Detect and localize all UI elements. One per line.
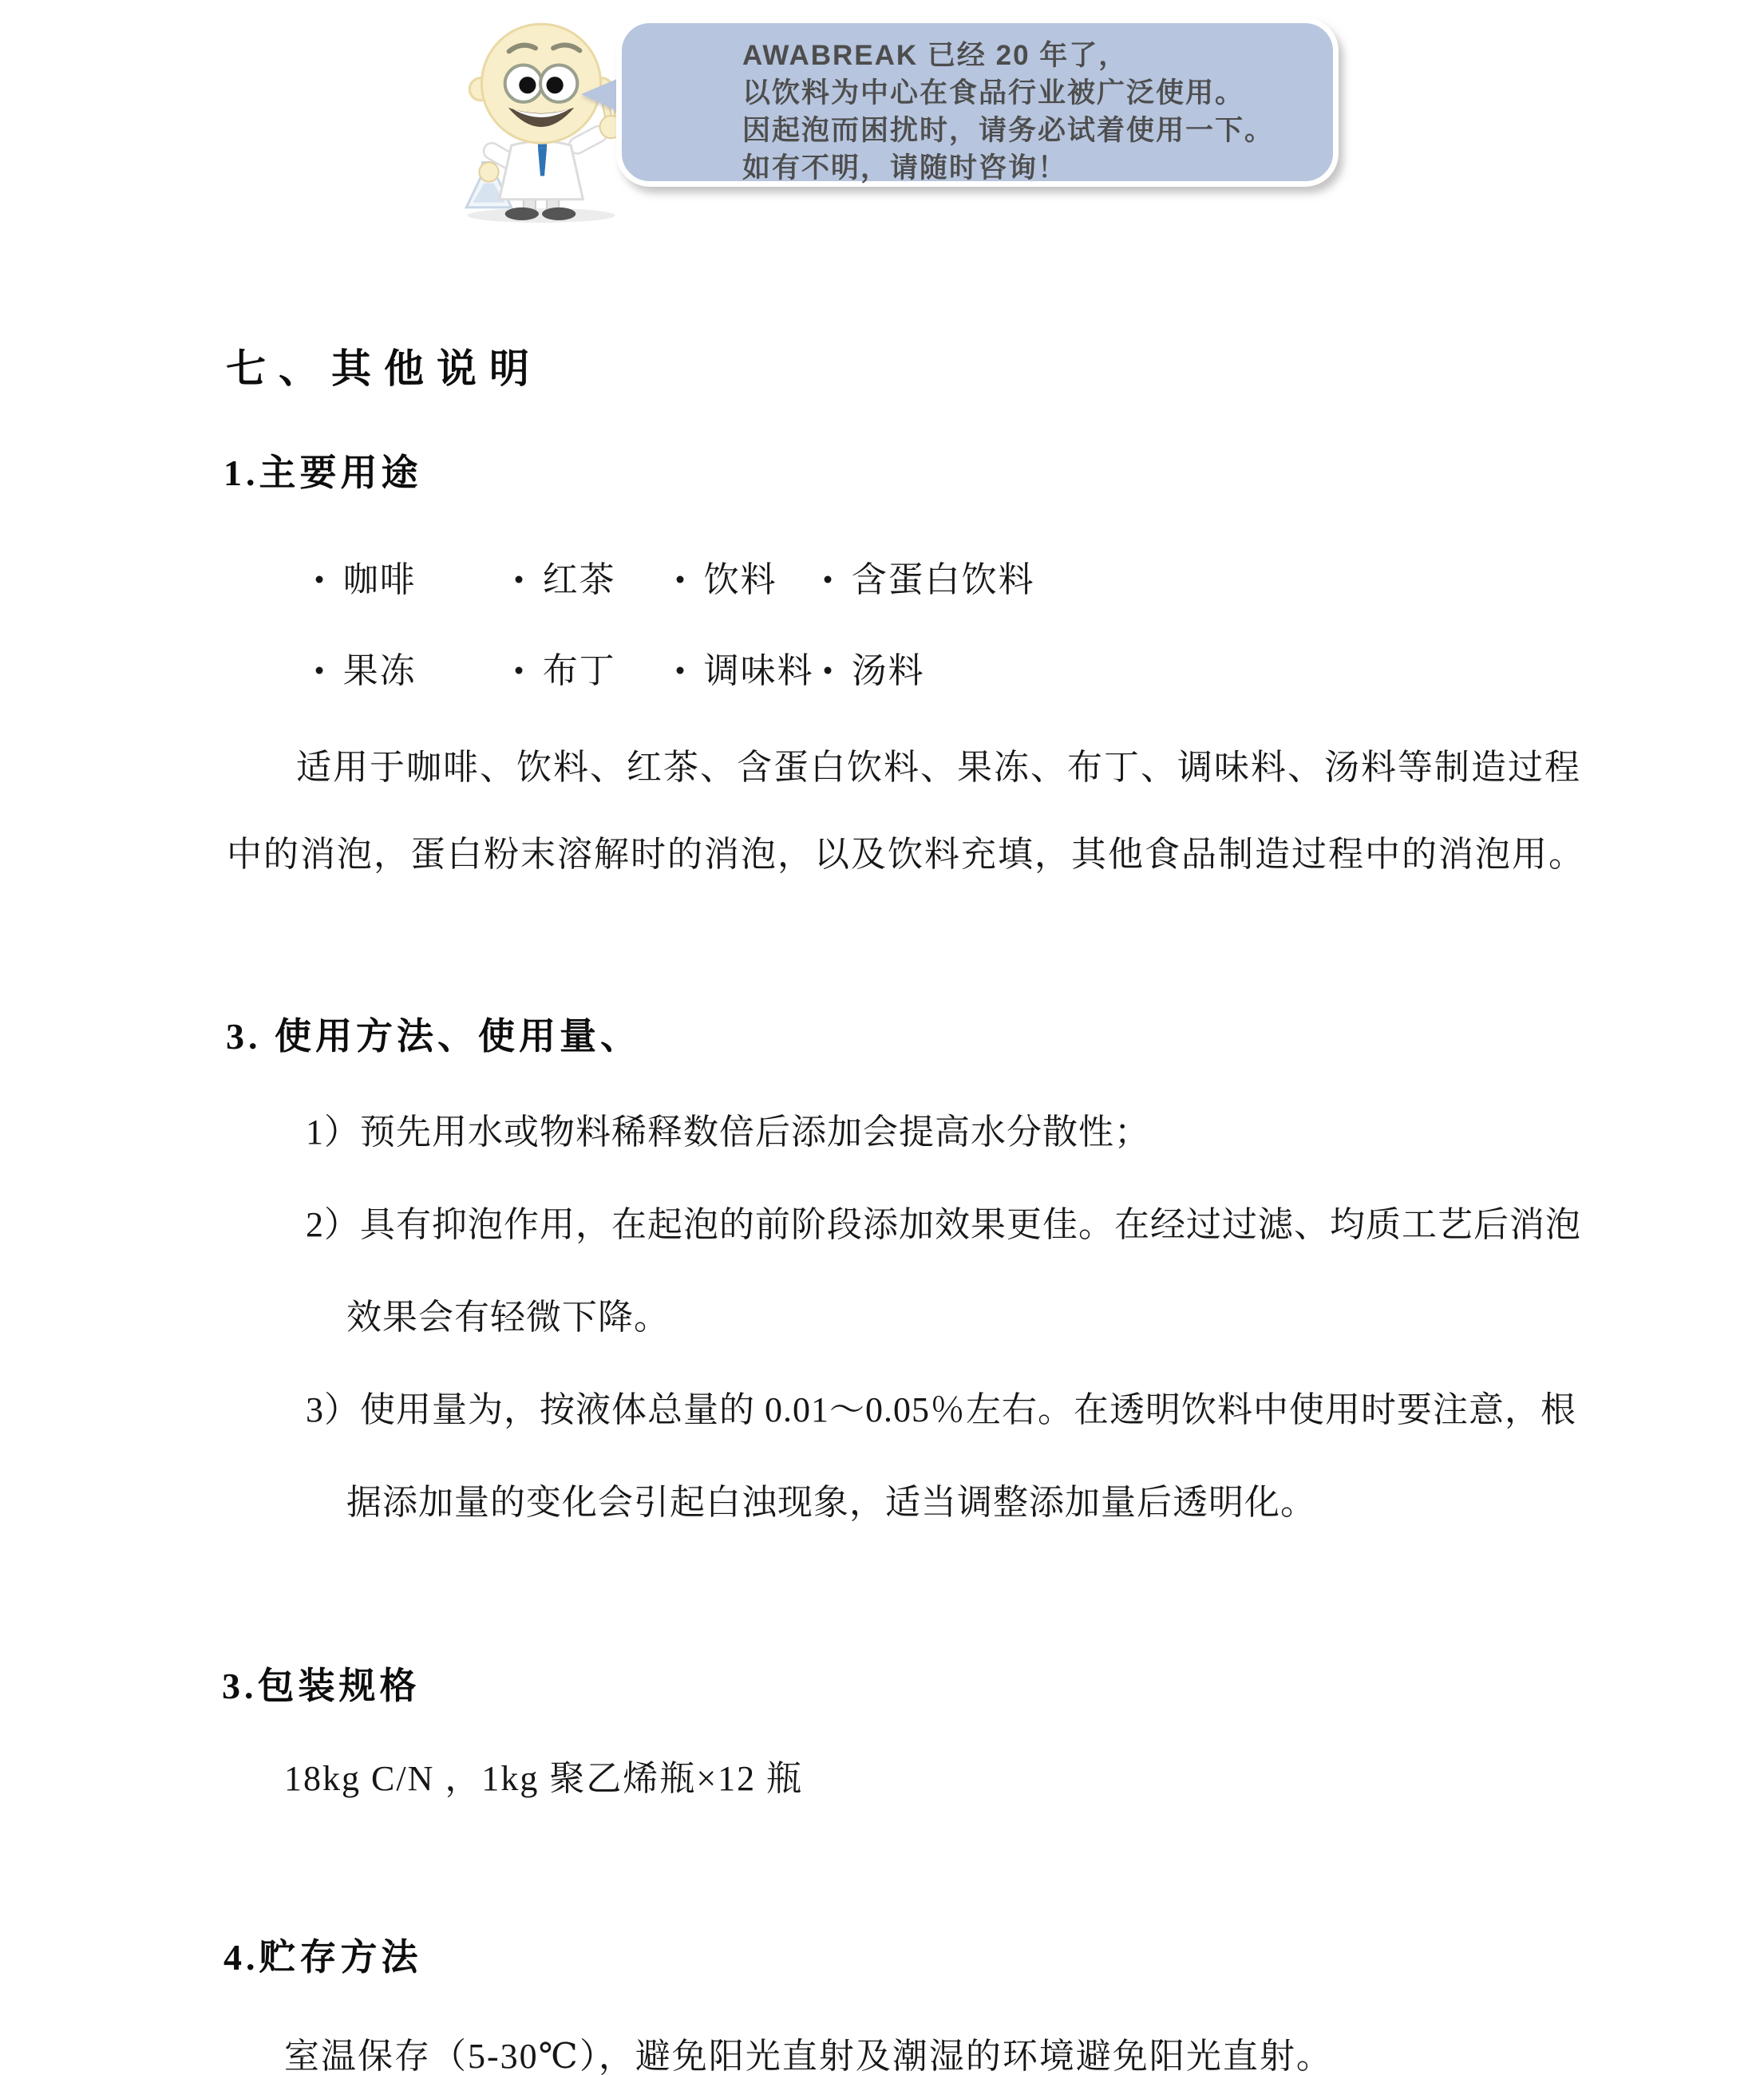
method-item-3-number: 3）	[306, 1390, 360, 1429]
shoe-right	[542, 208, 575, 220]
storage-content: 室温保存（5-30℃），避免阳光直射及潮湿的环境避免阳光直射。	[284, 2037, 1333, 2075]
bullet-item-seasoning: · 调味料	[672, 646, 814, 696]
bubble-line-4: 如有不明，请随时咨询！	[742, 152, 1068, 184]
method-item-2-text: 具有抑泡作用，在起泡的前阶段添加效果更佳。在经过过滤、均质工艺后消泡	[360, 1205, 1581, 1244]
shoe-left	[505, 208, 539, 220]
method-item-2-number: 2）	[306, 1205, 360, 1244]
speech-bubble-text	[742, 37, 1274, 187]
bullet-dot: ·	[820, 646, 837, 696]
method-item-3-continuation: 据添加量的变化会引起白浊现象，适当调整添加量后透明化。	[346, 1483, 1316, 1522]
bullet-item-beverage: · 饮料	[672, 555, 777, 605]
method-item-2-continuation: 效果会有轻微下降。	[346, 1298, 670, 1337]
method-item-1-number: 1）	[306, 1113, 360, 1152]
bubble-line-2: 以饮料为中心在食品行业被广泛使用。	[742, 77, 1245, 109]
subsection-heading-main-uses: 1.主要用途	[223, 453, 422, 493]
method-item-3	[306, 1381, 1576, 1432]
bullet-item-jelly: · 果冻	[311, 646, 417, 696]
usage-paragraph-line-2: 中的消泡，蛋白粉末溶解时的消泡，以及饮料充填，其他食品制造过程中的消泡用。	[227, 835, 1585, 874]
packaging-content: 18kg C/N ，1kg 聚乙烯瓶×12 瓶	[284, 1759, 804, 1798]
usage-paragraph-line-1: 适用于咖啡、饮料、红茶、含蛋白饮料、果冻、布丁、调味料、汤料等制造过程	[296, 748, 1581, 787]
bullet-item-pudding: · 布丁	[511, 646, 616, 696]
subsection-heading-packaging: 3.包装规格	[222, 1666, 421, 1706]
usage-bullet-row-2	[0, 642, 1764, 696]
bullet-item-protein-beverage: · 含蛋白饮料	[820, 555, 1035, 605]
method-item-2	[306, 1196, 1581, 1247]
scientist-mascot-svg	[441, 13, 642, 223]
bullet-item-soup: · 汤料	[820, 646, 925, 696]
bullet-dot: ·	[820, 555, 837, 605]
subsection-heading-storage: 4.贮存方法	[223, 1937, 422, 1978]
mascot-shadow	[467, 208, 615, 223]
bubble-line-1: AWABREAK 已经 20 年了，	[742, 40, 1129, 71]
bullet-dot: ·	[672, 555, 690, 605]
bullet-item-coffee: · 咖啡	[311, 555, 417, 605]
method-item-1	[306, 1103, 1150, 1154]
method-item-3-text: 使用量为，按液体总量的 0.01～0.05％左右。在透明饮料中使用时要注意，根	[360, 1390, 1576, 1429]
bullet-item-black-tea: · 红茶	[511, 555, 616, 605]
scientist-mascot-illustration	[441, 13, 642, 223]
bullet-dot: ·	[311, 646, 329, 696]
bubble-line-3: 因起泡而困扰时，请务必试着使用一下。	[742, 115, 1275, 146]
bullet-dot: ·	[311, 555, 329, 605]
method-item-1-text: 预先用水或物料稀释数倍后添加会提高水分散性；	[360, 1113, 1150, 1152]
bullet-dot: ·	[672, 646, 690, 696]
bullet-dot: ·	[511, 555, 528, 605]
bullet-dot: ·	[511, 646, 528, 696]
subsection-heading-usage-method: 3. 使用方法、使用量、	[226, 1016, 641, 1057]
usage-bullet-row-1	[0, 551, 1764, 605]
section-heading-other-notes: 七、其他说明	[226, 346, 542, 391]
